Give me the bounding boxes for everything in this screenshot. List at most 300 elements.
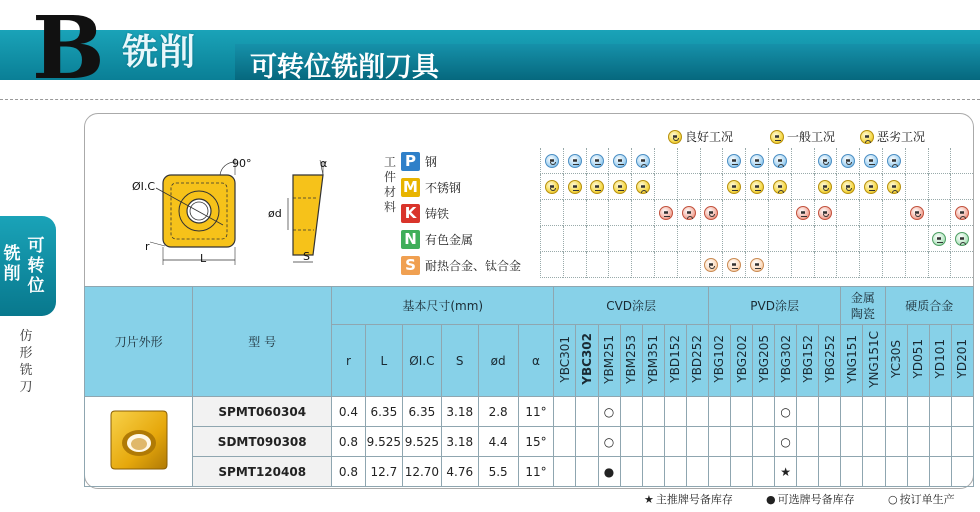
material-row-m	[401, 175, 539, 199]
dim-header: L	[365, 325, 402, 397]
suitability-cell	[700, 252, 723, 278]
model-cell: SPMT120408	[193, 457, 332, 487]
material-row-n	[401, 227, 539, 251]
grade-cell	[797, 397, 819, 427]
open-circle-icon: ○	[888, 492, 898, 506]
grade-cell	[929, 427, 951, 457]
legend-ok-label: 一般工况	[787, 130, 836, 144]
grade-cell	[642, 427, 664, 457]
suitability-cell	[814, 148, 837, 174]
category-label: 铣削	[122, 32, 197, 73]
suitability-cell	[540, 174, 563, 200]
legend-bad-label: 恶劣工况	[877, 130, 926, 144]
suitability-cell	[700, 174, 723, 200]
suitability-cell	[882, 226, 905, 252]
grade-header	[730, 325, 752, 397]
material-name: 耐热合金、钛合金	[425, 258, 522, 273]
dim-value-cell: 3.18	[441, 427, 478, 457]
grade-label: YD051	[911, 339, 926, 379]
material-name: 不锈钢	[425, 180, 462, 195]
suitability-cell	[631, 200, 654, 226]
bad-face-icon	[773, 180, 787, 194]
grade-cell	[907, 427, 929, 457]
grade-header	[708, 325, 730, 397]
dim-header: α	[518, 325, 554, 397]
good-face-icon	[910, 206, 924, 220]
footer-legend-order	[888, 491, 955, 507]
suitability-cell	[540, 200, 563, 226]
grade-header	[841, 325, 863, 397]
ic-label: ØI.C	[132, 180, 156, 193]
suitability-cell	[814, 174, 837, 200]
grade-cell	[841, 397, 863, 427]
grade-cell	[819, 457, 841, 487]
side-tab-category: 铣削	[3, 244, 21, 284]
suitability-cell	[882, 252, 905, 278]
suitability-cell	[631, 174, 654, 200]
grade-group-header	[708, 287, 840, 325]
dim-value-cell: 6.35	[402, 397, 441, 427]
grade-cell	[730, 397, 752, 427]
suitability-cell	[859, 252, 882, 278]
grade-header	[775, 325, 797, 397]
grade-header	[686, 325, 708, 397]
suitability-cell	[586, 174, 609, 200]
suitability-cell	[836, 200, 859, 226]
grade-label: YC30S	[889, 340, 904, 378]
grade-header	[642, 325, 664, 397]
suitability-cell	[654, 226, 677, 252]
suitability-cell	[950, 148, 973, 174]
angle-label: 90°	[232, 157, 252, 170]
product-table	[84, 286, 974, 487]
legend-ok	[770, 128, 835, 145]
grade-cell	[841, 427, 863, 457]
grade-cell	[620, 457, 642, 487]
suitability-cell	[836, 226, 859, 252]
grade-cell: ●	[598, 457, 620, 487]
suitability-cell	[882, 148, 905, 174]
grade-cell	[642, 457, 664, 487]
material-group-label: 工件材料	[383, 155, 396, 214]
bad-face-icon	[682, 206, 696, 220]
page-title: 可转位铣削刀具	[250, 52, 439, 83]
dim-value-cell: 12.7	[365, 457, 402, 487]
suitability-cell	[677, 174, 700, 200]
suitability-cell	[745, 200, 768, 226]
grade-cell	[554, 427, 576, 457]
suitability-cell	[677, 200, 700, 226]
suitability-cell	[722, 226, 745, 252]
suitability-cell	[836, 174, 859, 200]
ok-face-icon	[796, 206, 810, 220]
bad-face-icon	[773, 154, 787, 168]
suitability-cell	[859, 174, 882, 200]
ok-face-icon	[727, 258, 741, 272]
grade-cell	[885, 397, 907, 427]
filled-circle-icon: ●	[766, 492, 776, 506]
grade-cell	[753, 457, 775, 487]
suitability-cell	[745, 252, 768, 278]
side-tab-description: 仿形铣刀	[19, 329, 33, 395]
grade-header	[929, 325, 951, 397]
length-label: L	[200, 252, 207, 265]
section-letter: B	[32, 0, 105, 99]
bad-face-icon	[636, 180, 650, 194]
suitability-cell	[791, 252, 814, 278]
insert-hole	[187, 199, 211, 223]
grade-group-header	[885, 287, 973, 325]
grade-group-label: 金属陶瓷	[850, 290, 875, 321]
grade-header	[576, 325, 598, 397]
suitability-cell	[540, 148, 563, 174]
ok-face-icon	[590, 180, 604, 194]
suitability-cell	[608, 252, 631, 278]
grade-group-header	[841, 287, 885, 325]
good-face-icon	[704, 258, 718, 272]
d-label: ød	[268, 207, 282, 220]
dim-value-cell: 4.4	[478, 427, 518, 457]
good-face-icon	[818, 180, 832, 194]
ok-face-icon	[750, 180, 764, 194]
grade-label: YBG202	[734, 335, 749, 383]
suitability-cell	[654, 252, 677, 278]
suitability-cell	[859, 148, 882, 174]
suitability-cell	[563, 252, 586, 278]
grade-cell	[907, 457, 929, 487]
dim-header: ød	[478, 325, 518, 397]
ok-face-icon	[613, 180, 627, 194]
grade-cell: ○	[775, 397, 797, 427]
grade-cell: ○	[598, 427, 620, 457]
grade-cell	[863, 427, 885, 457]
material-letter: N	[401, 230, 420, 249]
suitability-cell	[700, 148, 723, 174]
grade-cell	[797, 457, 819, 487]
suitability-cell	[882, 200, 905, 226]
suitability-cell	[859, 200, 882, 226]
suitability-cell	[745, 226, 768, 252]
dim-value-cell: 6.35	[365, 397, 402, 427]
grade-cell	[708, 457, 730, 487]
grade-cell	[907, 397, 929, 427]
ok-face-icon	[750, 154, 764, 168]
dim-value-cell: 2.8	[478, 397, 518, 427]
grade-cell	[753, 397, 775, 427]
grade-cell	[730, 457, 752, 487]
grade-cell	[576, 397, 598, 427]
suitability-cell	[905, 148, 928, 174]
grade-group-header	[554, 287, 709, 325]
footer-legend-main	[644, 491, 733, 507]
suitability-cell	[722, 200, 745, 226]
suitability-cell	[905, 226, 928, 252]
grade-cell	[929, 457, 951, 487]
bad-face-icon	[636, 154, 650, 168]
legend-good	[668, 128, 733, 145]
grade-header	[951, 325, 973, 397]
good-face-icon	[818, 206, 832, 220]
grade-label: YBD152	[668, 335, 683, 383]
material-row-p	[401, 149, 539, 173]
ok-face-icon	[770, 130, 784, 144]
dim-value-cell: 11°	[518, 397, 554, 427]
suitability-cell	[905, 174, 928, 200]
material-name: 钢	[425, 154, 438, 169]
grade-label: YBM251	[602, 334, 617, 384]
grade-label: YBM351	[646, 334, 661, 384]
material-letter: S	[401, 256, 420, 275]
suitability-cell	[722, 148, 745, 174]
grade-header	[863, 325, 885, 397]
grade-cell	[730, 427, 752, 457]
suitability-cell	[791, 200, 814, 226]
dim-value-cell: 9.525	[365, 427, 402, 457]
ok-face-icon	[659, 206, 673, 220]
ok-face-icon	[727, 180, 741, 194]
model-cell: SPMT060304	[193, 397, 332, 427]
grade-label: YD201	[955, 339, 970, 379]
table-row	[85, 397, 974, 427]
suitability-cell	[631, 226, 654, 252]
grade-header	[885, 325, 907, 397]
suitability-cell	[928, 148, 951, 174]
grade-label: YBM253	[624, 334, 639, 384]
grade-cell	[576, 427, 598, 457]
suitability-cell	[950, 252, 973, 278]
suitability-cell	[700, 226, 723, 252]
insert-photo	[107, 407, 171, 473]
legend-good-label: 良好工况	[685, 130, 734, 144]
dim-value-cell: 15°	[518, 427, 554, 457]
grade-cell	[620, 397, 642, 427]
grade-cell	[951, 397, 973, 427]
grade-group-label: 硬质合金	[905, 299, 954, 313]
dims-group-header: 基本尺寸(mm)	[332, 287, 554, 325]
grade-group-label: PVD涂层	[750, 299, 799, 313]
suitability-cell	[745, 148, 768, 174]
material-letter: P	[401, 152, 420, 171]
bad-face-icon	[887, 154, 901, 168]
grade-label: YBG252	[822, 335, 837, 383]
grade-cell	[863, 397, 885, 427]
suitability-cell	[814, 226, 837, 252]
grade-cell	[686, 397, 708, 427]
suitability-cell	[768, 200, 791, 226]
suitability-cell	[586, 148, 609, 174]
side-tab-type: 可转位	[27, 236, 45, 296]
grade-label: YNG151	[844, 334, 859, 384]
grade-label: YBG302	[778, 335, 793, 383]
suitability-cell	[905, 252, 928, 278]
grade-label: YBG205	[756, 335, 771, 383]
grade-cell	[753, 427, 775, 457]
suitability-cell	[768, 226, 791, 252]
grade-cell	[576, 457, 598, 487]
grade-cell	[554, 457, 576, 487]
suitability-cell	[654, 174, 677, 200]
alpha-label: α	[320, 157, 328, 170]
grade-label: YD101	[933, 339, 948, 379]
ok-face-icon	[568, 154, 582, 168]
suitability-cell	[950, 226, 973, 252]
s-label: S	[303, 250, 310, 263]
suitability-cell	[745, 174, 768, 200]
table-row	[85, 427, 974, 457]
grade-cell	[819, 397, 841, 427]
dim-value-cell: 4.76	[441, 457, 478, 487]
material-name: 铸铁	[425, 206, 450, 221]
grade-cell	[951, 427, 973, 457]
dim-value-cell: 0.4	[332, 397, 366, 427]
grade-header	[664, 325, 686, 397]
suitability-cell	[928, 200, 951, 226]
dim-value-cell: 11°	[518, 457, 554, 487]
suitability-cell	[928, 252, 951, 278]
suitability-cell	[563, 148, 586, 174]
material-row-s	[401, 253, 539, 277]
grade-cell: ○	[775, 427, 797, 457]
grade-label: YBG152	[800, 335, 815, 383]
good-face-icon	[545, 154, 559, 168]
suitability-cell	[928, 226, 951, 252]
material-row-k	[401, 201, 539, 225]
grade-cell	[708, 397, 730, 427]
grade-cell: ★	[775, 457, 797, 487]
bad-face-icon	[860, 130, 874, 144]
suitability-cell	[791, 226, 814, 252]
grade-label: YBC302	[579, 333, 594, 385]
grade-header	[620, 325, 642, 397]
grade-cell: ○	[598, 397, 620, 427]
material-letter: K	[401, 204, 420, 223]
suitability-cell	[586, 200, 609, 226]
ok-face-icon	[864, 180, 878, 194]
suitability-cell	[608, 148, 631, 174]
dim-header: S	[441, 325, 478, 397]
bad-face-icon	[955, 232, 969, 246]
shape-header: 刀片外形	[85, 287, 193, 397]
grade-header	[554, 325, 576, 397]
header-divider	[0, 99, 980, 100]
radius-label: r	[145, 240, 150, 253]
grade-header	[907, 325, 929, 397]
suitability-cell	[586, 226, 609, 252]
grade-label: YBC301	[557, 335, 572, 383]
grade-cell	[664, 457, 686, 487]
grade-cell	[708, 427, 730, 457]
good-face-icon	[545, 180, 559, 194]
grade-label: YNG151C	[866, 330, 881, 388]
model-header: 型 号	[193, 287, 332, 397]
table-row	[85, 457, 974, 487]
grade-cell	[554, 397, 576, 427]
good-face-icon	[704, 206, 718, 220]
grade-cell	[841, 457, 863, 487]
suitability-cell	[540, 252, 563, 278]
suitability-cell	[677, 226, 700, 252]
suitability-cell	[586, 252, 609, 278]
dim-value-cell: 0.8	[332, 457, 366, 487]
suitability-cell	[700, 200, 723, 226]
grade-cell	[686, 427, 708, 457]
footer-legend-optional	[766, 491, 855, 507]
footer-legend-main-label: 主推牌号备库存	[655, 493, 733, 506]
grade-cell	[885, 427, 907, 457]
insert-shape-cell	[85, 397, 193, 487]
suitability-cell	[814, 200, 837, 226]
grade-label: YBD252	[690, 335, 705, 383]
suitability-cell	[928, 174, 951, 200]
dim-value-cell: 5.5	[478, 457, 518, 487]
suitability-cell	[882, 174, 905, 200]
suitability-cell	[814, 252, 837, 278]
suitability-cell	[722, 252, 745, 278]
grade-cell	[863, 457, 885, 487]
good-face-icon	[841, 180, 855, 194]
ok-face-icon	[932, 232, 946, 246]
legend-bad	[860, 128, 925, 145]
suitability-cell	[563, 226, 586, 252]
suitability-cell	[836, 252, 859, 278]
grade-cell	[686, 457, 708, 487]
grade-cell	[664, 427, 686, 457]
ok-face-icon	[613, 154, 627, 168]
suitability-cell	[631, 148, 654, 174]
ok-face-icon	[864, 154, 878, 168]
grade-cell	[819, 427, 841, 457]
suitability-cell	[540, 226, 563, 252]
grade-cell	[797, 427, 819, 457]
suitability-cell	[563, 200, 586, 226]
good-face-icon	[818, 154, 832, 168]
suitability-cell	[950, 174, 973, 200]
suitability-cell	[677, 148, 700, 174]
suitability-cell	[768, 148, 791, 174]
material-name: 有色金属	[425, 232, 474, 247]
footer-legend-order-label: 按订单生产	[899, 493, 955, 506]
star-icon: ★	[644, 492, 654, 506]
model-cell: SDMT090308	[193, 427, 332, 457]
good-face-icon	[668, 130, 682, 144]
grade-cell	[620, 427, 642, 457]
suitability-cell	[768, 252, 791, 278]
ok-face-icon	[727, 154, 741, 168]
suitability-cell	[905, 200, 928, 226]
suitability-cell	[836, 148, 859, 174]
grade-header	[753, 325, 775, 397]
grade-group-label: CVD涂层	[606, 299, 657, 313]
suitability-cell	[677, 252, 700, 278]
dim-header: r	[332, 325, 366, 397]
dim-header: ØI.C	[402, 325, 441, 397]
dim-value-cell: 9.525	[402, 427, 441, 457]
suitability-cell	[859, 226, 882, 252]
grade-header	[819, 325, 841, 397]
material-letter: M	[401, 178, 420, 197]
suitability-cell	[722, 174, 745, 200]
grade-label: YBG102	[712, 335, 727, 383]
bad-face-icon	[955, 206, 969, 220]
suitability-cell	[654, 148, 677, 174]
grade-cell	[929, 397, 951, 427]
ok-face-icon	[568, 180, 582, 194]
grade-cell	[951, 457, 973, 487]
grade-header	[797, 325, 819, 397]
suitability-cell	[768, 174, 791, 200]
footer-legend-optional-label: 可选牌号备库存	[777, 493, 855, 506]
dim-value-cell: 12.70	[402, 457, 441, 487]
